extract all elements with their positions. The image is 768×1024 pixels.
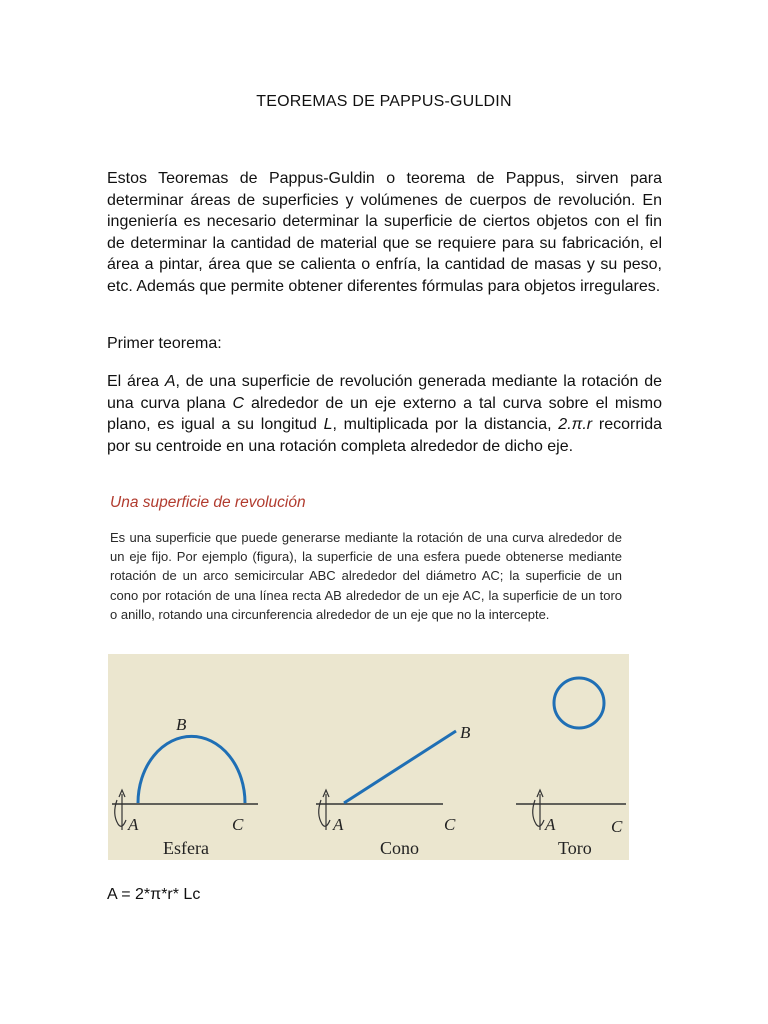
revolution-figure — [107, 490, 629, 862]
point-label: A — [545, 815, 556, 834]
point-label: C — [444, 815, 456, 834]
figure-description: Es una superficie que puede generarse mediante la rotación de una curva alrededor de un eje fijo. Por ejemplo (figura), la superficie de una esfera puede obtenerse mediante rotación de un arco semicircular ABC alrededor del diámetro AC; la superficie de un cono por rotación de una línea recta AB alrededor de un eje AC, la superficie de un toro o anillo, rotando una circunferencia alrededor de un eje que no la intercepte. — [110, 530, 622, 622]
var-length: L — [323, 416, 333, 433]
shape-name: Esfera — [163, 838, 209, 858]
point-label: A — [128, 815, 139, 834]
theorem-text: recorrida por su centroide en una rotación completa alrededor de dicho eje. — [107, 416, 663, 455]
intro-paragraph: Estos Teoremas de Pappus-Guldin o teorema de Pappus, sirven para determinar áreas de superficies y volúmenes de cuerpos de revolución. En ingeniería es necesario determinar la superficie de ciertos objetos con el fin de determinar la cantidad de material que se requiere para su fabricación, el área a pintar, área que se calienta o enfría, la cantidad de masas y su peso, etc. Además que permite obtener diferentes fórmulas para objetos irregulares. — [107, 170, 662, 295]
theorem-text: , multiplicada por la distancia, — [332, 416, 559, 433]
sphere-diagram — [112, 715, 258, 858]
figure-plate — [108, 654, 629, 860]
var-curve: C — [232, 394, 245, 412]
first-theorem-heading: Primer teorema: — [107, 335, 222, 352]
torus-diagram — [516, 678, 626, 858]
page-title: TEOREMAS DE PAPPUS-GULDIN — [256, 93, 512, 110]
point-label: C — [611, 817, 623, 836]
shape-name: Toro — [558, 838, 592, 858]
theorem-text: El área — [107, 373, 165, 390]
cone-line — [344, 731, 456, 803]
shape-name: Cono — [380, 838, 420, 858]
cone-diagram — [316, 723, 471, 858]
area-formula: A = 2*π*r* Lc — [107, 886, 201, 903]
theorem-text: , de una superficie de revolución generada mediante la rotación de una curva plana — [107, 373, 663, 412]
torus-circle — [554, 678, 604, 728]
point-label: C — [232, 815, 244, 834]
theorem-text: alrededor de un eje externo a tal curva sobre el mismo plano, es igual a su longitud — [107, 394, 662, 433]
var-distance: 2.π.r — [558, 416, 593, 433]
semicircle-arc — [138, 736, 245, 803]
point-label: B — [460, 723, 471, 742]
figure-heading: Una superficie de revolución — [110, 494, 306, 511]
point-label: A — [333, 815, 344, 834]
revolution-diagram — [108, 654, 629, 860]
theorem-statement — [107, 371, 662, 457]
point-label: B — [176, 715, 187, 734]
var-area: A — [164, 373, 176, 390]
